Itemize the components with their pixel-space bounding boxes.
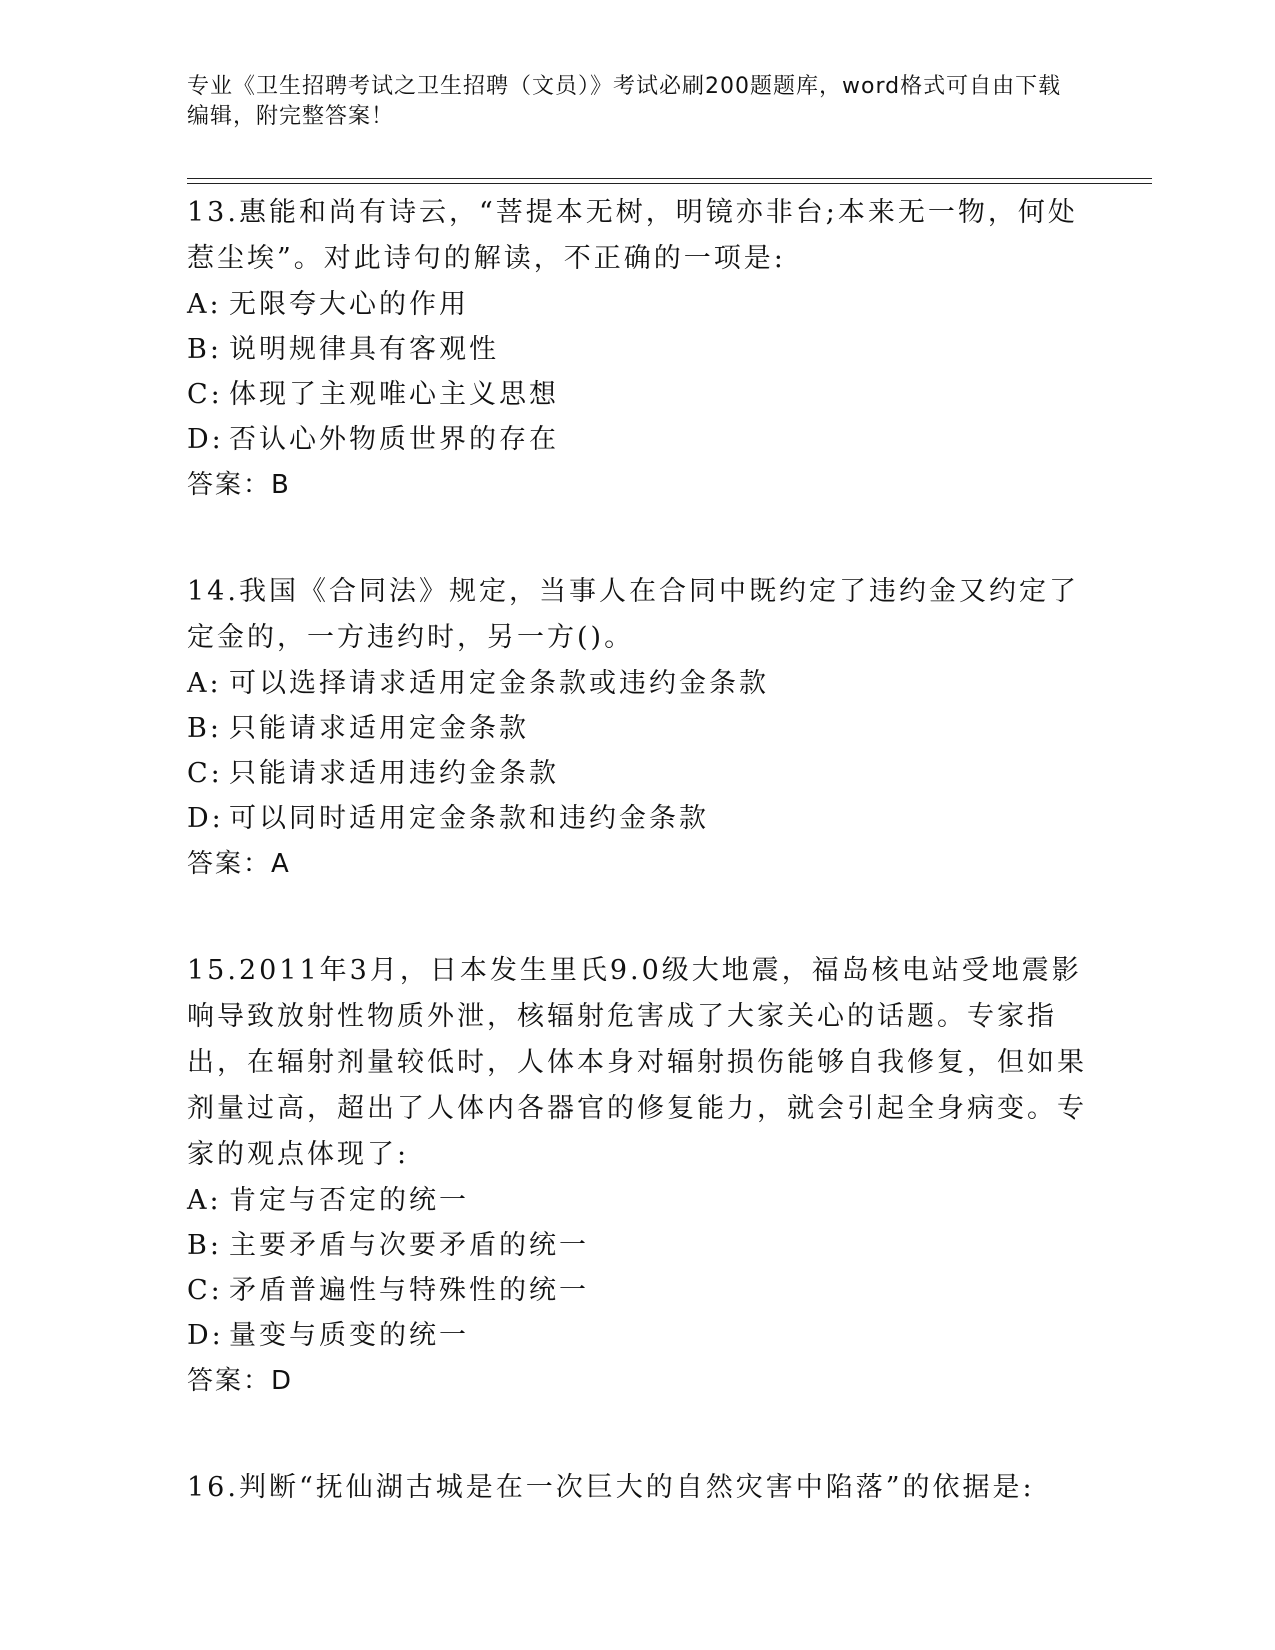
question-15	[187, 948, 1087, 1404]
option-text: 量变与质变的统一	[229, 1320, 469, 1351]
option-letter: C:	[187, 758, 223, 789]
option-letter: A:	[187, 1185, 222, 1216]
option-letter: D:	[187, 424, 224, 455]
option-text: 只能请求适用定金条款	[229, 713, 529, 744]
option-text: 可以同时适用定金条款和违约金条款	[229, 803, 709, 834]
question-list	[187, 190, 1087, 1572]
option-d	[187, 417, 1087, 462]
option-letter: A:	[187, 289, 222, 320]
answer-line: 答案：D	[187, 1366, 294, 1396]
option-c	[187, 372, 1087, 417]
option-c	[187, 751, 1087, 796]
option-letter: B:	[187, 1230, 222, 1261]
option-text: 只能请求适用违约金条款	[229, 758, 559, 789]
option-letter: C:	[187, 379, 223, 410]
option-d	[187, 796, 1087, 841]
question-stem: 15.2011年3月，日本发生里氏9.0级大地震，福岛核电站受地震影响导致放射性物质外泄，核辐射危害成了大家关心的话题。专家指出，在辐射剂量较低时，人体本身对辐射损伤能够自我修复，但如果剂量过高，超出了人体内各器官的修复能力，就会引起全身病变。专家的观点体现了:	[187, 955, 1087, 1170]
option-a	[187, 1178, 1087, 1223]
option-letter: B:	[187, 713, 222, 744]
option-letter: D:	[187, 803, 224, 834]
option-letter: D:	[187, 1320, 224, 1351]
option-a	[187, 661, 1087, 706]
question-stem: 16.判断“抚仙湖古城是在一次巨大的自然灾害中陷落”的依据是:	[187, 1472, 1035, 1503]
question-stem: 13.惠能和尚有诗云，“菩提本无树，明镜亦非台;本来无一物，何处惹尘埃”。对此诗句的解读，不正确的一项是:	[187, 197, 1078, 274]
header-divider-line-2	[187, 183, 1152, 184]
question-14	[187, 569, 1087, 887]
question-13	[187, 190, 1087, 508]
option-letter: C:	[187, 1275, 223, 1306]
option-text: 体现了主观唯心主义思想	[229, 379, 559, 410]
answer-line: 答案：A	[187, 849, 291, 879]
option-b	[187, 1223, 1087, 1268]
option-letter: A:	[187, 668, 222, 699]
option-text: 肯定与否定的统一	[229, 1185, 469, 1216]
option-text: 否认心外物质世界的存在	[229, 424, 559, 455]
option-text: 矛盾普遍性与特殊性的统一	[229, 1275, 589, 1306]
question-stem: 14.我国《合同法》规定，当事人在合同中既约定了违约金又约定了定金的，一方违约时，另一方()。	[187, 576, 1079, 653]
option-text: 主要矛盾与次要矛盾的统一	[229, 1230, 589, 1261]
question-16	[187, 1465, 1087, 1511]
document-header: 专业《卫生招聘考试之卫生招聘（文员）》考试必刷200题题库，word格式可自由下载编辑，附完整答案！	[187, 74, 1062, 129]
option-b	[187, 327, 1087, 372]
option-letter: B:	[187, 334, 222, 365]
header-divider-line	[187, 178, 1152, 179]
option-text: 可以选择请求适用定金条款或违约金条款	[229, 668, 769, 699]
option-text: 无限夸大心的作用	[229, 289, 469, 320]
option-text: 说明规律具有客观性	[229, 334, 499, 365]
answer-line: 答案：B	[187, 470, 291, 500]
option-b	[187, 706, 1087, 751]
option-d	[187, 1313, 1087, 1358]
option-a	[187, 282, 1087, 327]
option-c	[187, 1268, 1087, 1313]
